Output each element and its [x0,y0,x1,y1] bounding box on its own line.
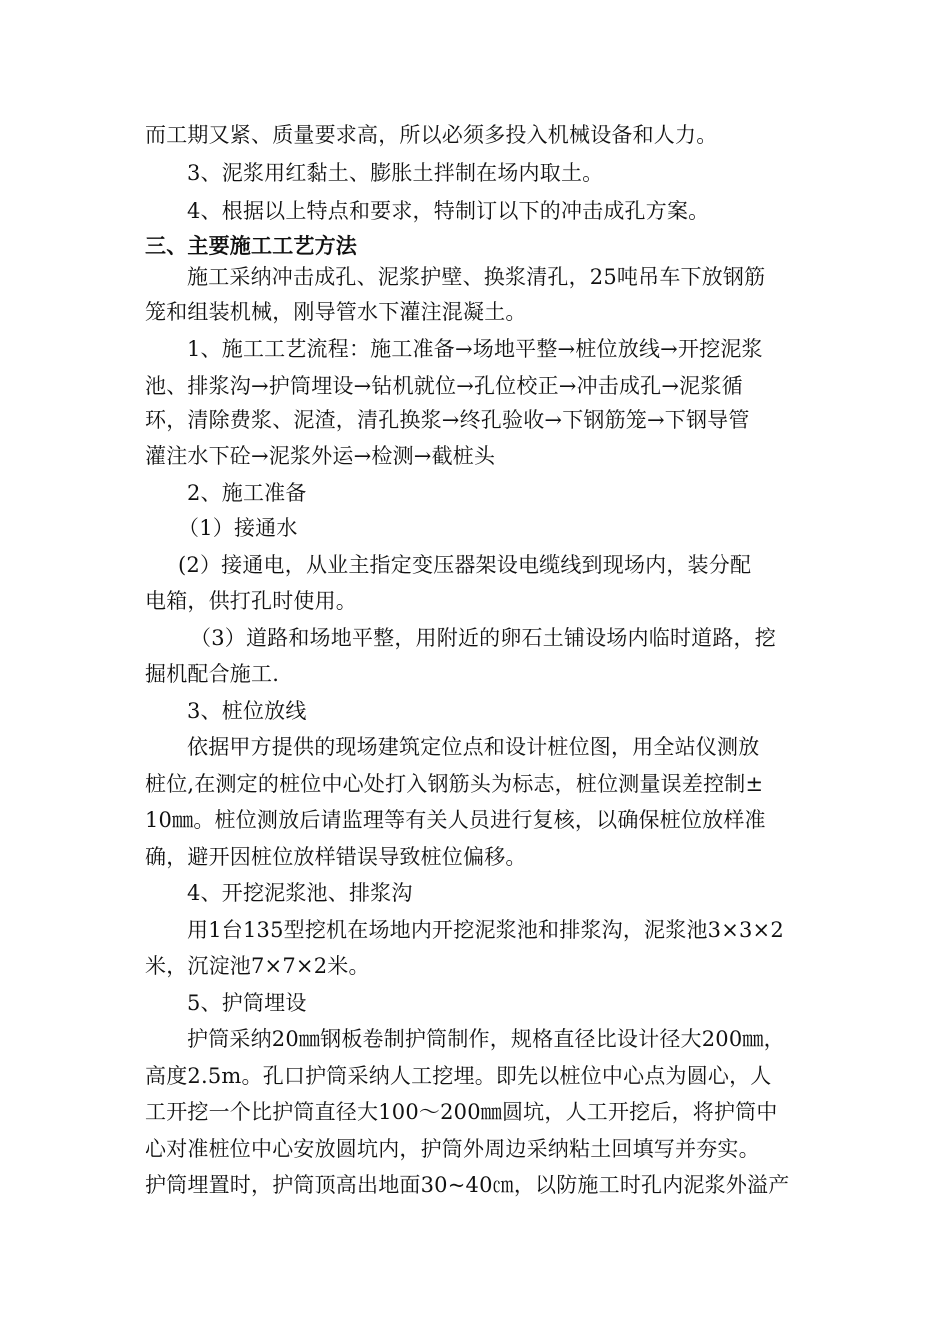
text-line: 池、排浆沟→护筒埋设→钻机就位→孔位校正→冲击成孔→泥浆循 [145,374,743,398]
text-line: 环，清除费浆、泥渣，清孔换浆→终孔验收→下钢筋笼→下钢导管 [145,408,750,432]
text-line: 电箱，供打孔时使用。 [145,589,357,613]
text-line: 桩位,在测定的桩位中心处打入钢筋头为标志，桩位测量误差控制± [145,772,764,796]
text-line: 3、桩位放线 [187,699,307,723]
text-line: 掘机配合施工. [145,662,280,686]
text-line: 2、施工准备 [187,481,307,505]
text-line: 心对准桩位中心安放圆坑内，护筒外周边采纳粘土回填写并夯实。 [145,1137,760,1161]
text-line: 施工采纳冲击成孔、泥浆护壁、换浆清孔，25吨吊车下放钢筋 [187,265,766,289]
text-line: （3）道路和场地平整，用附近的卵石土铺设场内临时道路，挖 [190,626,776,650]
text-line: （1）接通水 [178,516,298,540]
text-line: 而工期又紧、质量要求高，所以必须多投入机械设备和人力。 [145,123,718,147]
text-line: 5、护筒埋设 [187,991,307,1015]
text-line: 4、开挖泥浆池、排浆沟 [187,881,413,905]
section-heading: 三、主要施工工艺方法 [145,234,357,258]
text-line: 4、根据以上特点和要求，特制订以下的冲击成孔方案。 [187,199,710,223]
text-line: 依据甲方提供的现场建筑定位点和设计桩位图，用全站仪测放 [187,735,760,759]
text-line: 灌注水下砼→泥浆外运→检测→截桩头 [145,444,496,468]
text-line: 护筒埋置时，护筒顶高出地面30~40㎝，以防施工时孔内泥浆外溢产 [145,1173,790,1197]
text-line: 3、泥浆用红黏土、膨胀土拌制在场内取土。 [187,161,604,185]
text-line: 护筒采纳20㎜钢板卷制护筒制作，规格直径比设计径大200㎜， [187,1027,785,1051]
text-line: 用1台135型挖机在场地内开挖泥浆池和排浆沟，泥浆池3×3×2 [187,918,784,942]
text-line: 确，避开因桩位放样错误导致桩位偏移。 [145,845,527,869]
text-line: 1、施工工艺流程：施工准备→场地平整→桩位放线→开挖泥浆 [187,337,763,361]
text-line: 米，沉淀池7×7×2米。 [145,954,370,978]
text-line: (2）接通电，从业主指定变压器架设电缆线到现场内，装分配 [178,553,752,577]
text-line: 笼和组装机械，刚导管水下灌注混凝土。 [145,300,527,324]
text-line: 10㎜。桩位测放后请监理等有关人员进行复核，以确保桩位放样准 [145,808,766,832]
text-line: 工开挖一个比护筒直径大100～200㎜圆坑，人工开挖后，将护筒中 [145,1100,778,1124]
text-line: 高度2.5m。孔口护筒采纳人工挖埋。即先以桩位中心点为圆心，人 [145,1064,772,1088]
